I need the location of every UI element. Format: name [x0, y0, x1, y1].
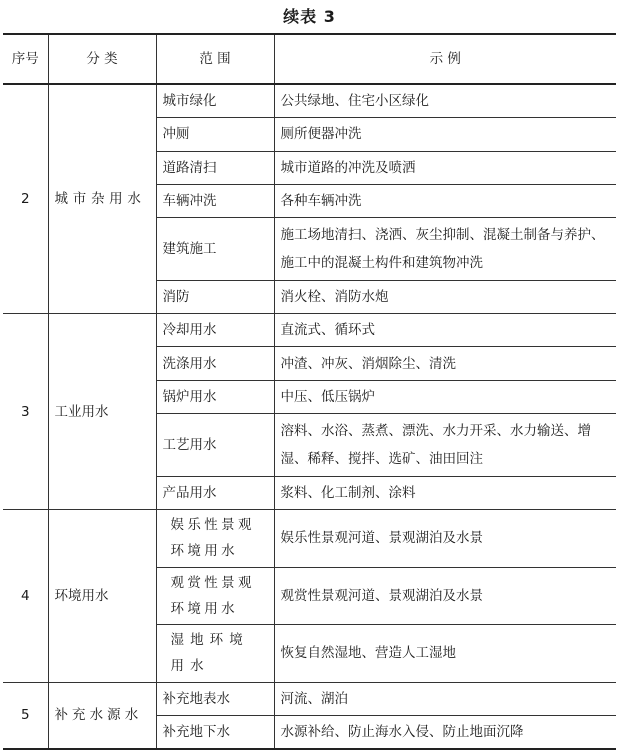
- header-example: 示 例: [274, 34, 616, 84]
- range-cell: 车辆冲洗: [156, 184, 274, 217]
- range-cell: 补充地表水: [156, 682, 274, 715]
- example-cell: 河流、湖泊: [274, 682, 616, 715]
- table-row: [3, 682, 616, 715]
- group-no: 4: [3, 510, 48, 683]
- header-range: 范 围: [156, 34, 274, 84]
- group-category: 补充水源水: [48, 682, 156, 749]
- range-cell: 城市绿化: [156, 84, 274, 117]
- example-cell: 溶料、水浴、蒸煮、漂洗、水力开采、水力输送、增湿、稀释、搅拌、选矿、油田回注: [274, 414, 616, 477]
- table-row: [3, 510, 616, 568]
- range-cell: 消防: [156, 280, 274, 313]
- range-cell: 冷却用水: [156, 314, 274, 347]
- example-cell: 冲渣、冲灰、消烟除尘、清洗: [274, 347, 616, 380]
- range-cell: 工艺用水: [156, 414, 274, 477]
- example-cell: 观赏性景观河道、景观湖泊及水景: [274, 567, 616, 625]
- range-cell: 道路清扫: [156, 151, 274, 184]
- group-category: 工业用水: [48, 314, 156, 510]
- range-cell: 冲厕: [156, 118, 274, 151]
- water-use-table: [3, 33, 616, 750]
- example-cell: 各种车辆冲洗: [274, 184, 616, 217]
- table-row: [3, 84, 616, 117]
- table-title: 续表 3: [283, 7, 336, 26]
- example-cell: 直流式、循环式: [274, 314, 616, 347]
- header-no: 序号: [3, 34, 48, 84]
- range-cell: 洗涤用水: [156, 347, 274, 380]
- example-cell: 中压、低压锅炉: [274, 380, 616, 413]
- range-cell: 观赏性景观环境用水: [156, 567, 274, 625]
- table-row: [3, 314, 616, 347]
- example-cell: 娱乐性景观河道、景观湖泊及水景: [274, 510, 616, 568]
- example-cell: 厕所便器冲洗: [274, 118, 616, 151]
- header-category: 分 类: [48, 34, 156, 84]
- example-cell: 恢复自然湿地、营造人工湿地: [274, 625, 616, 683]
- example-cell: 公共绿地、住宅小区绿化: [274, 84, 616, 117]
- example-cell: 城市道路的冲洗及喷洒: [274, 151, 616, 184]
- group-category: 城市杂用水: [48, 84, 156, 313]
- example-cell: 水源补给、防止海水入侵、防止地面沉降: [274, 716, 616, 749]
- group-no: 3: [3, 314, 48, 510]
- header-row: [3, 34, 616, 84]
- group-category: 环境用水: [48, 510, 156, 683]
- range-cell: 产品用水: [156, 476, 274, 509]
- group-no: 2: [3, 84, 48, 313]
- example-cell: 消火栓、消防水炮: [274, 280, 616, 313]
- example-cell: 浆料、化工制剂、涂料: [274, 476, 616, 509]
- group-no: 5: [3, 682, 48, 749]
- range-cell: 湿地环境用水: [156, 625, 274, 683]
- range-cell: 锅炉用水: [156, 380, 274, 413]
- range-cell: 娱乐性景观环境用水: [156, 510, 274, 568]
- example-cell: 施工场地清扫、浇洒、灰尘抑制、混凝土制备与养护、施工中的混凝土构件和建筑物冲洗: [274, 218, 616, 281]
- range-cell: 补充地下水: [156, 716, 274, 749]
- range-cell: 建筑施工: [156, 218, 274, 281]
